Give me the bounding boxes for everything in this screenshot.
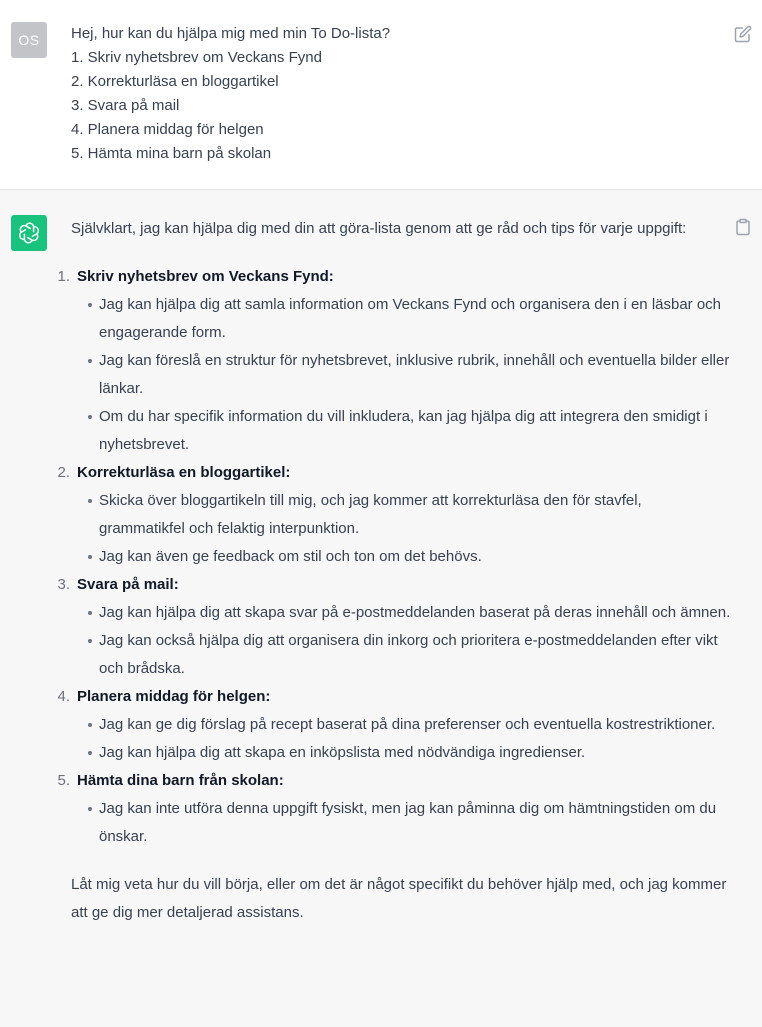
task-title: Korrekturläsa en bloggartikel: <box>77 464 291 481</box>
user-message-line: 4. Planera middag för helgen <box>71 121 264 138</box>
task-number: 4. <box>57 688 70 705</box>
assistant-message-text <box>57 215 731 927</box>
task-item <box>57 263 731 459</box>
task-title: Skriv nyhetsbrev om Veckans Fynd: <box>77 268 334 285</box>
user-message <box>0 0 762 190</box>
task-item <box>57 767 731 851</box>
task-bullet: Jag kan också hjälpa dig att organisera din inkorg och prioritera e-postmeddelanden efter vikt och brådska. <box>71 627 731 683</box>
task-bullet: Jag kan hjälpa dig att skapa svar på e-postmeddelanden baserat på deras innehåll och ämnen. <box>71 599 731 627</box>
task-title: Planera middag för helgen: <box>77 688 271 705</box>
task-number: 2. <box>57 464 70 481</box>
assistant-intro: Självklart, jag kan hjälpa dig med din att göra-lista genom att ge råd och tips för varje uppgift: <box>71 220 687 237</box>
user-message-line: 3. Svara på mail <box>71 97 180 114</box>
assistant-outro: Låt mig veta hur du vill börja, eller om det är något specifikt du behöver hjälp med, och jag kommer att ge dig mer detaljerad assistans. <box>71 876 727 921</box>
task-bullets <box>71 711 731 767</box>
task-item <box>57 683 731 767</box>
task-bullet: Om du har specifik information du vill inkludera, kan jag hjälpa dig att integrera den smidigt i nyhetsbrevet. <box>71 403 731 459</box>
clipboard-icon[interactable] <box>734 218 752 236</box>
user-message-line: 5. Hämta mina barn på skolan <box>71 145 272 162</box>
user-message-line: Hej, hur kan du hjälpa mig med min To Do-lista? <box>71 25 391 42</box>
task-title: Svara på mail: <box>77 576 179 593</box>
task-list <box>57 263 731 851</box>
task-item <box>57 459 731 571</box>
user-avatar: OS <box>11 22 47 58</box>
user-message-text <box>71 22 390 166</box>
task-bullet: Jag kan hjälpa dig att skapa en inköpslista med nödvändiga ingredienser. <box>71 739 731 767</box>
user-message-line: 1. Skriv nyhetsbrev om Veckans Fynd <box>71 49 322 66</box>
openai-logo-icon <box>11 215 47 251</box>
task-title: Hämta dina barn från skolan: <box>77 772 284 789</box>
edit-icon[interactable] <box>734 25 752 43</box>
task-bullet: Jag kan hjälpa dig att samla information om Veckans Fynd och organisera den i en läsbar och engagerande form. <box>71 291 731 347</box>
task-bullets <box>71 487 731 571</box>
task-bullet: Jag kan även ge feedback om stil och ton om det behövs. <box>71 543 731 571</box>
task-bullet: Jag kan föreslå en struktur för nyhetsbrevet, inklusive rubrik, innehåll och eventuella bilder eller länkar. <box>71 347 731 403</box>
task-bullets <box>71 291 731 459</box>
task-bullet: Skicka över bloggartikeln till mig, och jag kommer att korrekturläsa den för stavfel, grammatikfel och felaktig interpunktion. <box>71 487 731 543</box>
task-item <box>57 571 731 683</box>
task-bullets <box>71 599 731 683</box>
task-bullets <box>71 795 731 851</box>
task-number: 3. <box>57 576 70 593</box>
task-number: 5. <box>57 772 70 789</box>
task-bullet: Jag kan inte utföra denna uppgift fysiskt, men jag kan påminna dig om hämtningstiden om du önskar. <box>71 795 731 851</box>
user-message-line: 2. Korrekturläsa en bloggartikel <box>71 73 279 90</box>
task-bullet: Jag kan ge dig förslag på recept baserat på dina preferenser och eventuella kostrestriktioner. <box>71 711 731 739</box>
task-number: 1. <box>57 268 70 285</box>
assistant-message <box>0 190 762 1027</box>
